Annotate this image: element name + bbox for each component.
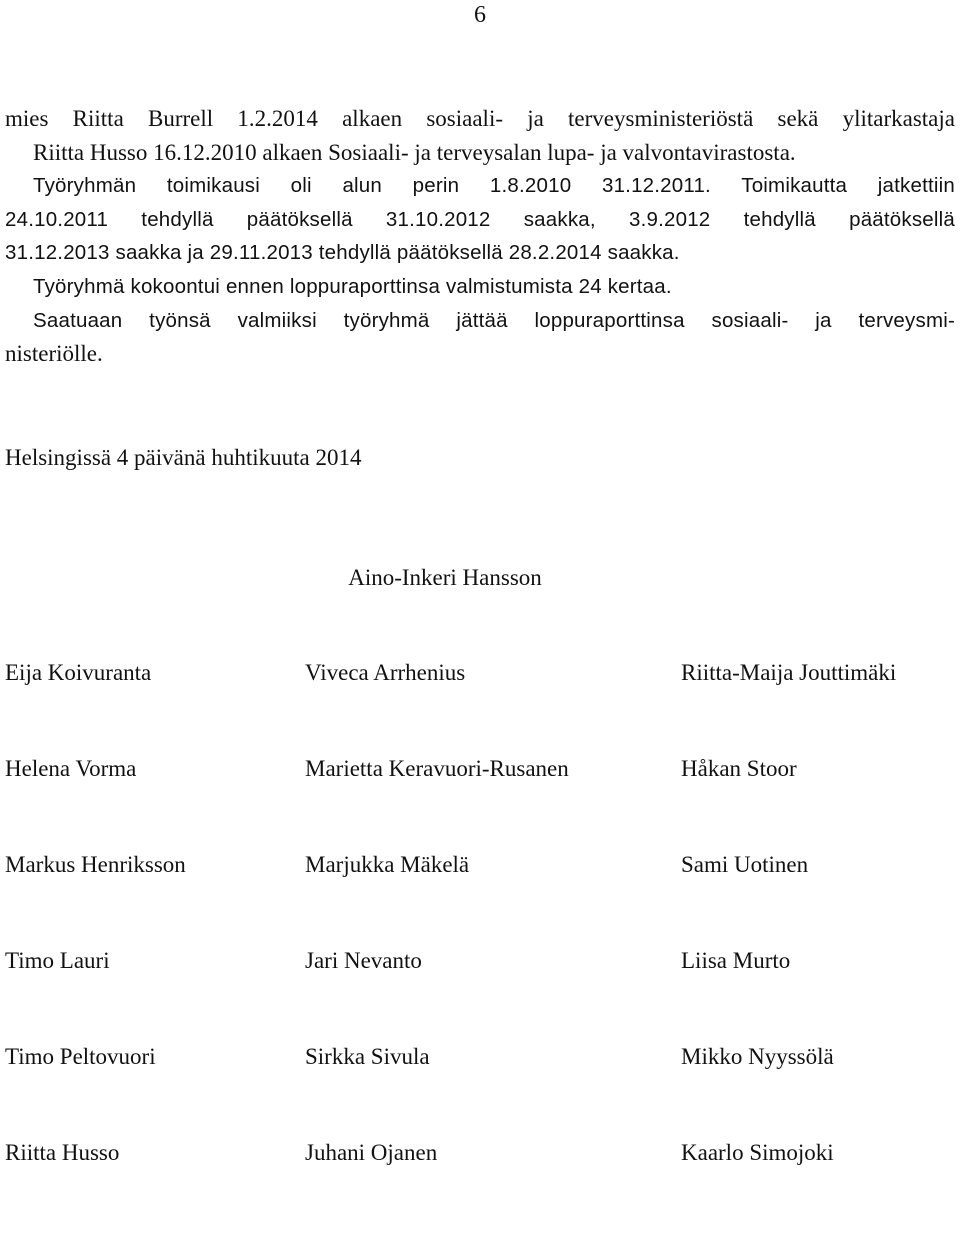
paragraph-line: 24.10.2011 tehdyllä päätöksellä 31.10.2012 saakka, 3.9.2012 tehdyllä päätöksellä xyxy=(5,207,955,231)
page-number: 6 xyxy=(474,2,486,28)
paragraph-line: 31.12.2013 saakka ja 29.11.2013 tehdyllä päätöksellä 28.2.2014 saakka. xyxy=(5,241,680,265)
member-signature: Håkan Stoor xyxy=(681,756,797,781)
member-signature: Riitta Husso xyxy=(5,1140,120,1165)
signature-row xyxy=(5,1042,955,1138)
member-signature: Eija Koivuranta xyxy=(5,660,152,685)
member-signature: Mikko Nyyssölä xyxy=(681,1044,834,1069)
paragraph-line: mies Riitta Burrell 1.2.2014 alkaen sosiaali- ja terveysministeriöstä sekä ylitarkastaja xyxy=(5,106,955,131)
chair-signature: Aino-Inkeri Hansson xyxy=(348,565,542,590)
paragraph-line: nisteriölle. xyxy=(5,341,103,367)
member-signature: Marjukka Mäkelä xyxy=(305,852,470,877)
member-signature: Riitta-Maija Jouttimäki xyxy=(681,660,897,685)
paragraph-line: Työryhmän toimikausi oli alun perin 1.8.2010 31.12.2011. Toimikautta jatkettiin xyxy=(33,174,955,198)
member-signature: Viveca Arrhenius xyxy=(305,660,466,685)
signature-block xyxy=(5,658,955,1234)
signature-row xyxy=(5,850,955,946)
member-signature: Kaarlo Simojoki xyxy=(681,1140,834,1165)
paragraph-line: Riitta Husso 16.12.2010 alkaen Sosiaali- ja terveysalan lupa- ja valvontavirastosta. xyxy=(33,139,796,165)
signature-row xyxy=(5,946,955,1042)
member-signature: Timo Peltovuori xyxy=(5,1044,156,1069)
member-signature: Marietta Keravuori-Rusanen xyxy=(305,756,569,781)
signature-row xyxy=(5,754,955,850)
place-and-date: Helsingissä 4 päivänä huhtikuuta 2014 xyxy=(5,445,362,470)
member-signature: Liisa Murto xyxy=(681,948,791,973)
member-signature: Markus Henriksson xyxy=(5,852,186,877)
paragraph-line: Saatuaan työnsä valmiiksi työryhmä jättää loppuraporttinsa sosiaali- ja terveysmi- xyxy=(33,308,955,332)
member-signature: Timo Lauri xyxy=(5,948,110,973)
paragraph-line: Työryhmä kokoontui ennen loppuraporttinsa valmistumista 24 kertaa. xyxy=(33,274,672,298)
member-signature: Helena Vorma xyxy=(5,756,137,781)
member-signature: Jari Nevanto xyxy=(305,948,422,973)
member-signature: Sirkka Sivula xyxy=(305,1044,430,1069)
member-signature: Sami Uotinen xyxy=(681,852,809,877)
report-paragraph xyxy=(5,102,955,371)
signature-row xyxy=(5,658,955,754)
signature-row xyxy=(5,1138,955,1234)
member-signature: Juhani Ojanen xyxy=(305,1140,438,1165)
